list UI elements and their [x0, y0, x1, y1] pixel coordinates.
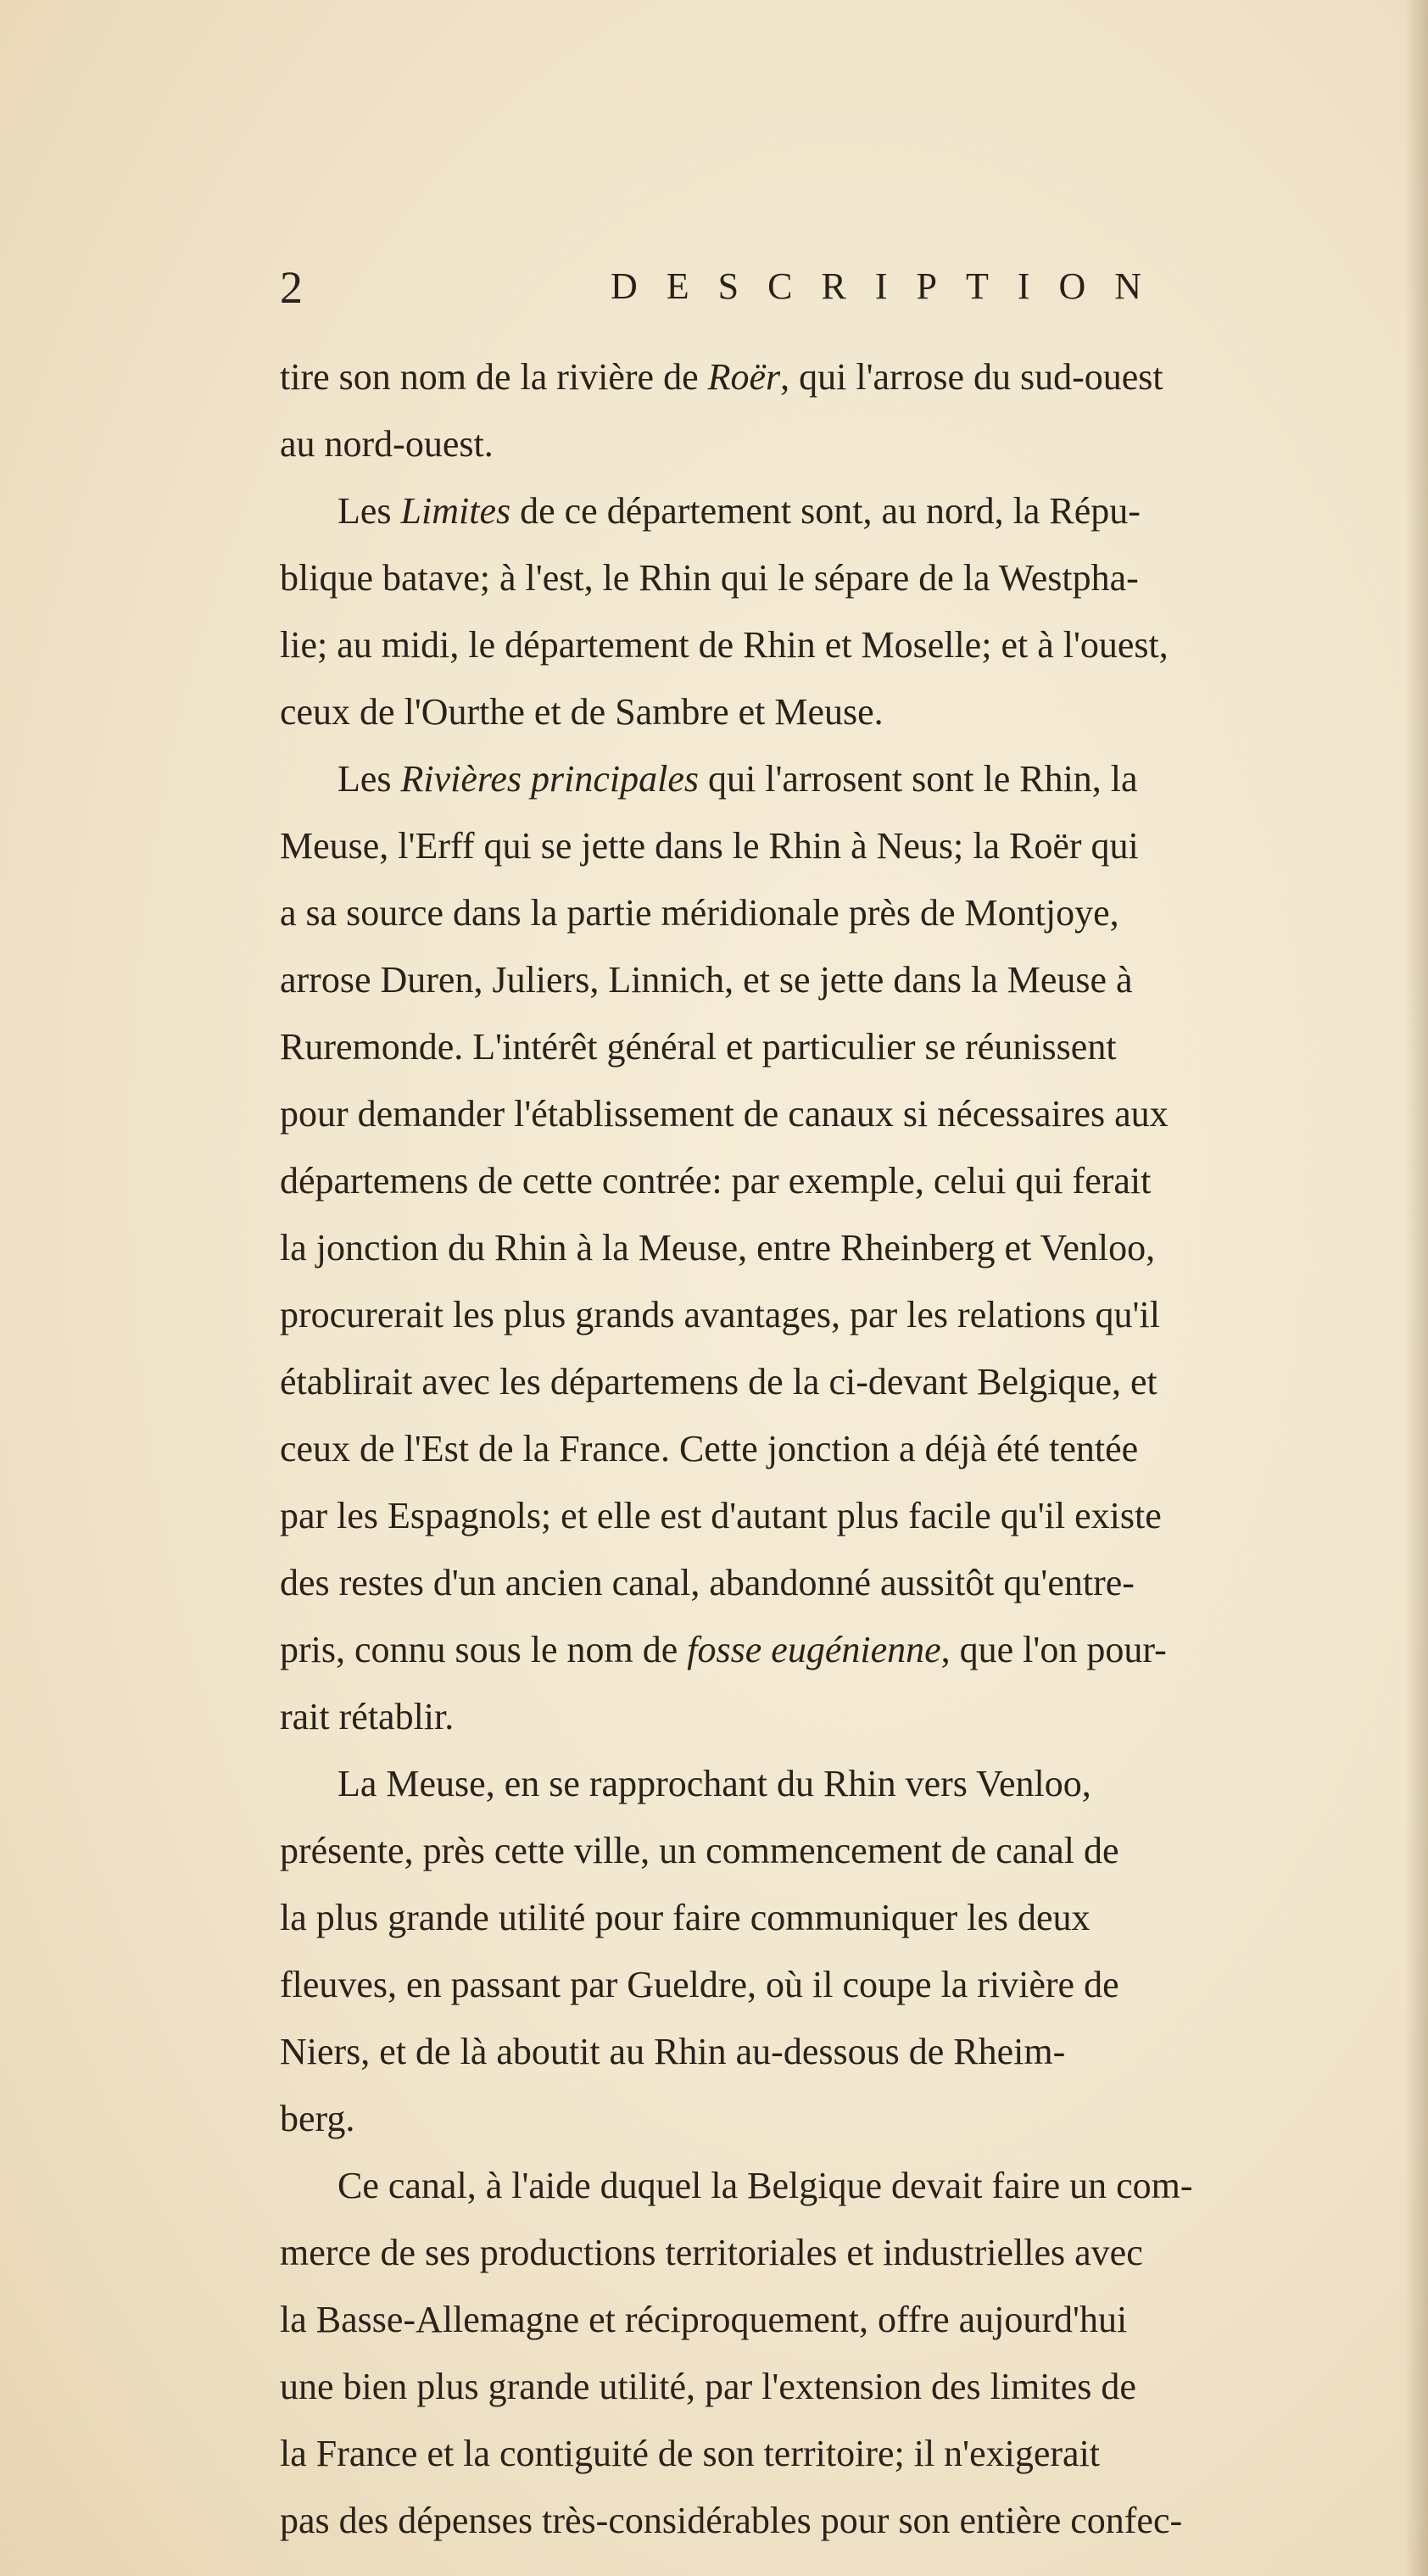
italic-term: Rivières principales [400, 758, 700, 800]
italic-term: Roër [707, 356, 781, 398]
text-line [280, 477, 1425, 544]
text-line [280, 1951, 1425, 2018]
italic-term: fosse eugénienne [687, 1629, 941, 1670]
text-run: rait rétablir. [280, 1696, 455, 1737]
body-text [280, 343, 1425, 2554]
text-line [280, 1415, 1425, 1482]
text-run: merce de ses productions territoriales et industrielles avec [280, 2232, 1143, 2273]
text-run: pas des dépenses très-considérables pour son entière confec- [280, 2500, 1183, 2541]
text-run: berg. [280, 2098, 355, 2139]
text-line [280, 410, 1425, 477]
text-line [280, 2286, 1425, 2353]
text-run: par les Espagnols; et elle est d'autant plus facile qu'il existe [280, 1495, 1162, 1536]
text-run: établirait avec les départemens de la ci-devant Belgique, et [280, 1361, 1157, 1402]
text-run: blique batave; à l'est, le Rhin qui le sépare de la Westpha- [280, 557, 1139, 599]
text-line [280, 1281, 1425, 1348]
text-line [280, 2353, 1425, 2420]
text-line [280, 2420, 1425, 2487]
italic-term: Limites [400, 490, 511, 532]
text-line [280, 343, 1425, 410]
text-run: au nord-ouest. [280, 423, 494, 465]
text-line [280, 1884, 1425, 1951]
text-line [280, 946, 1425, 1013]
text-run: Les [337, 490, 401, 532]
text-line [280, 1549, 1425, 1616]
text-run: a sa source dans la partie méridionale près de Montjoye, [280, 892, 1119, 934]
text-run: de ce département sont, au nord, la Répu- [510, 490, 1141, 532]
text-line [280, 678, 1425, 745]
running-title: DESCRIPTION [611, 265, 1171, 307]
text-run: qui l'arrosent sont le Rhin, la [699, 758, 1138, 800]
text-run: la jonction du Rhin à la Meuse, entre Rheinberg et Venloo, [280, 1227, 1156, 1268]
text-run: Niers, et de là aboutit au Rhin au-dessous de Rheim- [280, 2031, 1066, 2072]
text-line [280, 1348, 1425, 1415]
text-line [280, 1147, 1425, 1214]
text-line [280, 2085, 1425, 2152]
text-run: pris, connu sous le nom de [280, 1629, 688, 1670]
text-run: Ruremonde. L'intérêt général et particulier se réunissent [280, 1026, 1117, 1068]
text-line [280, 745, 1425, 812]
page-number: 2 [280, 262, 303, 313]
text-line [280, 1080, 1425, 1147]
text-line [280, 1817, 1425, 1884]
text-run: Meuse, l'Erff qui se jette dans le Rhin à Neus; la Roër qui [280, 825, 1139, 867]
text-run: la plus grande utilité pour faire communiquer les deux [280, 1897, 1091, 1938]
text-line [280, 1482, 1425, 1549]
text-run: La Meuse, en se rapprochant du Rhin vers Venloo, [337, 1763, 1091, 1804]
text-run: procurerait les plus grands avantages, par les relations qu'il [280, 1294, 1160, 1335]
text-run: la France et la contiguité de son territoire; il n'exigerait [280, 2433, 1101, 2474]
text-run: départemens de cette contrée: par exemple, celui qui ferait [280, 1160, 1152, 1202]
text-run: arrose Duren, Juliers, Linnich, et se jette dans la Meuse à [280, 959, 1133, 1001]
text-line [280, 1750, 1425, 1817]
text-run: la Basse-Allemagne et réciproquement, offre aujourd'hui [280, 2299, 1128, 2340]
text-run: , que l'on pour- [940, 1629, 1167, 1670]
text-run: lie; au midi, le département de Rhin et Moselle; et à l'ouest, [280, 624, 1169, 666]
text-line [280, 2219, 1425, 2286]
text-run: une bien plus grande utilité, par l'extension des limites de [280, 2366, 1136, 2407]
text-line [280, 1616, 1425, 1683]
text-run: , qui l'arrose du sud-ouest [780, 356, 1163, 398]
text-run: fleuves, en passant par Gueldre, où il coupe la rivière de [280, 1964, 1119, 2005]
text-line [280, 2487, 1425, 2554]
text-run: ceux de l'Est de la France. Cette jonction a déjà été tentée [280, 1428, 1139, 1469]
text-line [280, 2018, 1425, 2085]
text-run: tire son nom de la rivière de [280, 356, 708, 398]
text-line [280, 611, 1425, 678]
text-line [280, 812, 1425, 879]
text-line [280, 544, 1425, 611]
text-run: Ce canal, à l'aide duquel la Belgique devait faire un com- [337, 2165, 1193, 2206]
page-header [280, 254, 1171, 322]
text-line [280, 1013, 1425, 1080]
text-line [280, 1214, 1425, 1281]
text-run: ceux de l'Ourthe et de Sambre et Meuse. [280, 691, 884, 733]
text-run: pour demander l'établissement de canaux si nécessaires aux [280, 1093, 1169, 1135]
text-line [280, 1683, 1425, 1750]
text-run: présente, près cette ville, un commencement de canal de [280, 1830, 1119, 1871]
text-line [280, 879, 1425, 946]
text-run: Les [337, 758, 401, 800]
text-line [280, 2152, 1425, 2219]
text-run: des restes d'un ancien canal, abandonné aussitôt qu'entre- [280, 1562, 1135, 1603]
